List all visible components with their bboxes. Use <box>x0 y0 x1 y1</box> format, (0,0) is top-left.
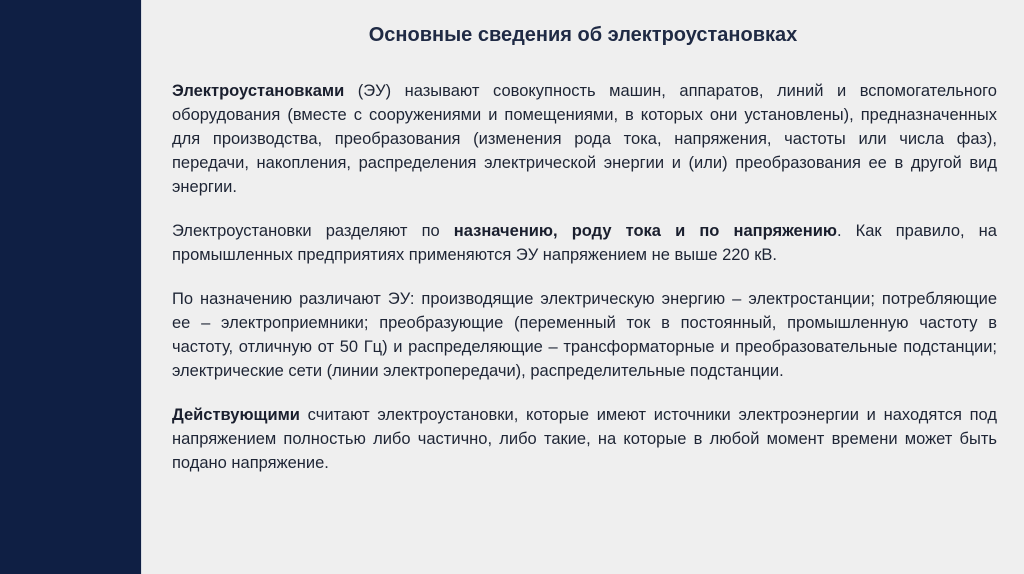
classification-intro: Электроустановки разделяют по <box>172 222 454 240</box>
classification-rest: . Как правило, на промышленных предприятиях применяются ЭУ напряжением не выше 220 кВ. <box>172 222 997 264</box>
definition-text: (ЭУ) называют совокупность машин, аппаратов, линий и вспомогательного оборудования (вместе с сооружениями и помещениями, в которых они установлены), предназначенных для производства, преобразования (изменения рода тока, напряжения, частоты или числа фаз), передачи, накопления, распределения электрической энергии и (или) преобразования ее в другой вид энергии. <box>172 82 997 196</box>
paragraph-classification <box>172 219 997 267</box>
paragraph-purpose <box>172 287 997 383</box>
active-definition-text: считают электроустановки, которые имеют источники электроэнергии и находятся под напряжением полностью либо частично, либо такие, на которые в любой момент времени может быть подано напряжение. <box>172 406 997 472</box>
term-active: Действующими <box>172 406 300 424</box>
term-electrical-installations: Электроустановками <box>172 82 345 100</box>
slide-content <box>142 0 1024 574</box>
slide-body <box>172 79 997 495</box>
purpose-text: По назначению различают ЭУ: производящие электрическую энергию – электростанции; потребляющие ее – электроприемники; преобразующие (переменный ток в постоянный, промышленную частоту в частоту, отличную от 50 Гц) и распределяющие – трансформаторные и преобразовательные подстанции; электрические сети (линии электропередачи), распределительные подстанции. <box>172 290 997 380</box>
slide-title: Основные сведения об электроустановках <box>368 24 798 46</box>
paragraph-active-installations <box>172 403 997 475</box>
sidebar-panel <box>0 0 141 574</box>
paragraph-definition <box>172 79 997 199</box>
classification-criteria: назначению, роду тока и по напряжению <box>453 222 837 240</box>
